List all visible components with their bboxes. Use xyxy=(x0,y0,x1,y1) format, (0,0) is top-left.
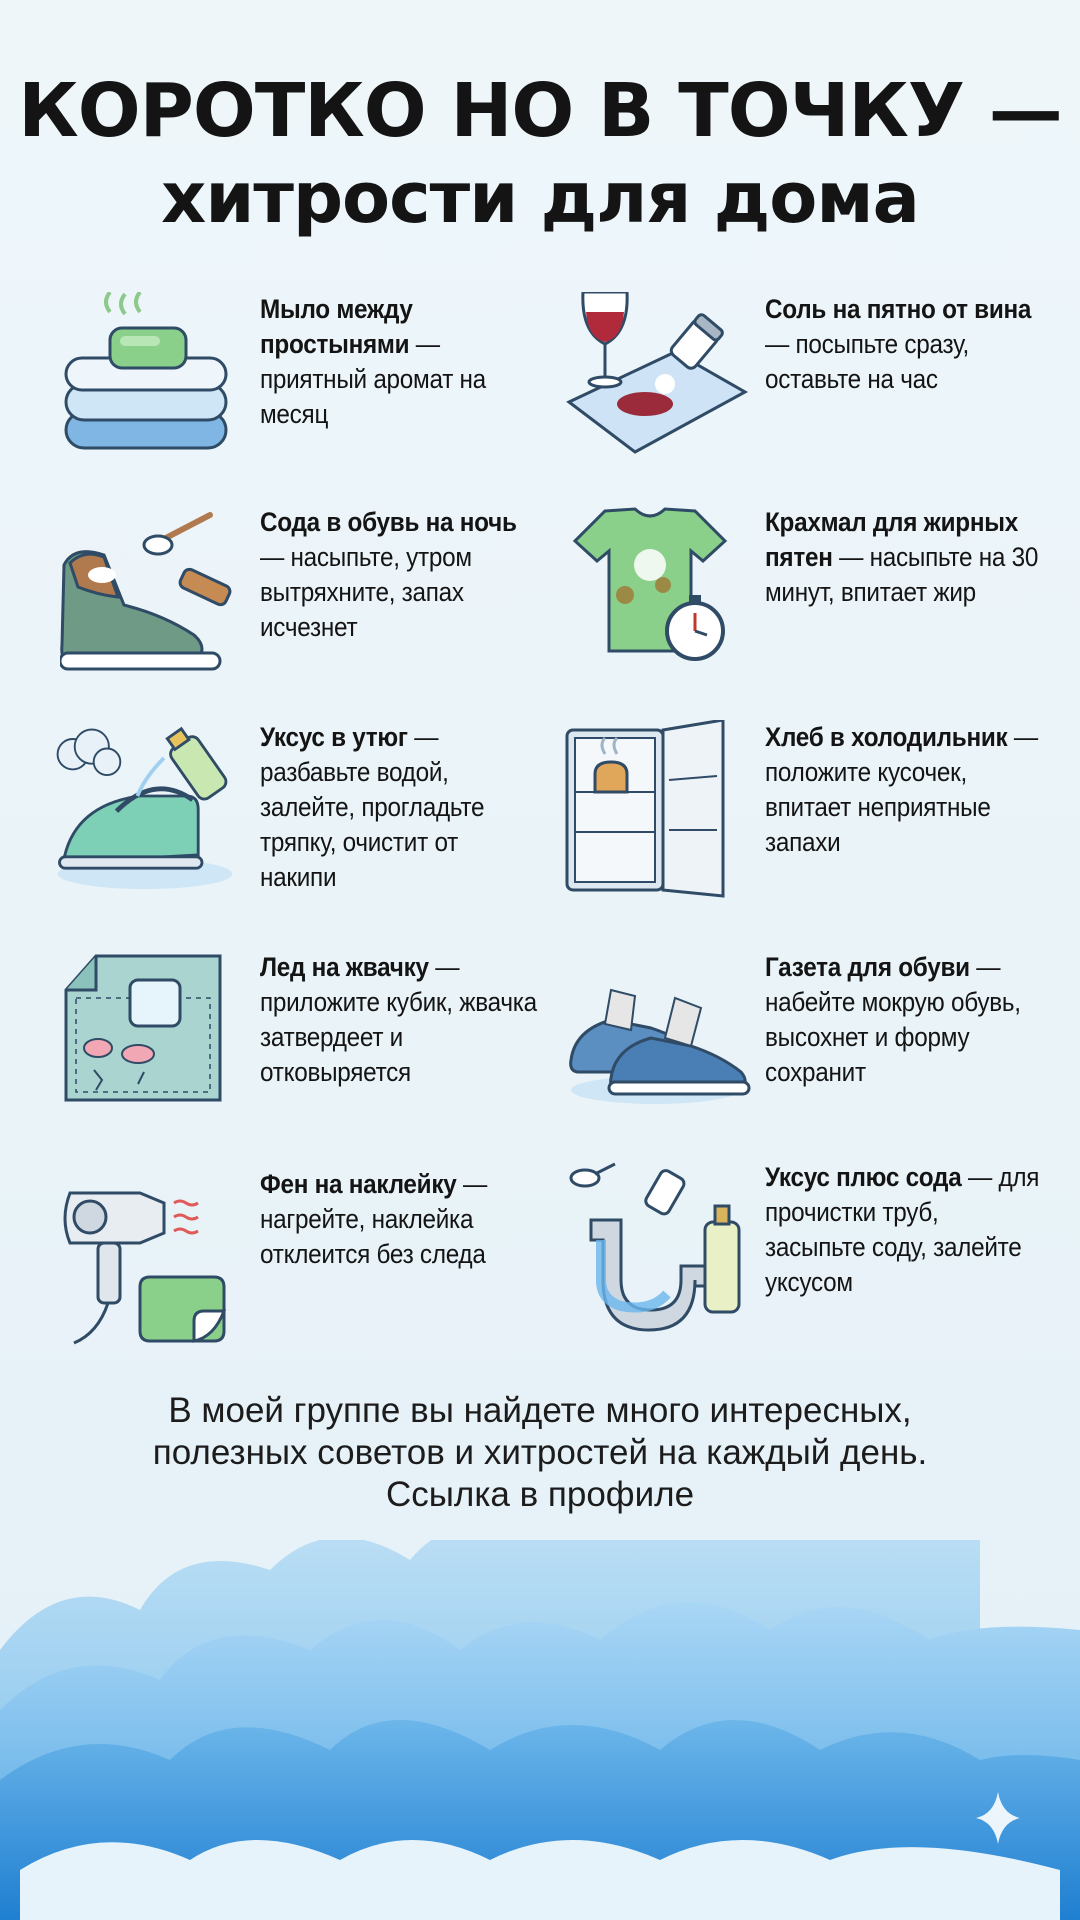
steam-iron-bottle-icon xyxy=(50,720,240,910)
tip-title: Газета для обуви xyxy=(765,952,970,982)
hairdryer-sticker-icon xyxy=(60,1167,250,1357)
tip-description: — для прочистки труб, засыпьте соду, залейте уксусом xyxy=(765,1162,1040,1297)
tip-description: — разбавьте водой, залейте, прогладьте тряпку, очистит от накипи xyxy=(260,722,485,892)
footer-promo xyxy=(90,1390,990,1516)
sneaker-soda-brush-icon xyxy=(60,505,250,695)
tip-title: Лед на жвачку xyxy=(260,952,429,982)
title-line-2: хитрости для дома xyxy=(161,157,919,240)
tip-description: — приложите кубик, жвачка затвердеет и отковыряется xyxy=(260,952,537,1087)
tip-title: Крахмал для жирных пятен xyxy=(765,507,1018,572)
tip-title: Сода в обувь на ночь xyxy=(260,507,517,537)
page-title xyxy=(0,66,1080,242)
soap-on-towels-icon xyxy=(60,292,250,482)
ice-cube-gum-icon xyxy=(60,950,250,1140)
tip-title: Хлеб в холодильник xyxy=(765,722,1008,752)
title-line-1: КОРОТКО НО В ТОЧКУ — xyxy=(18,68,1062,154)
tip-title: Мыло между простынями xyxy=(260,294,413,359)
tip-description: — нагрейте, наклейка отклеится без следа xyxy=(260,1169,487,1269)
fridge-bread-icon xyxy=(565,720,755,910)
wet-sneakers-newspaper-icon xyxy=(565,950,755,1140)
footer-line-3: Ссылка в профиле xyxy=(385,1475,695,1514)
clouds-decoration xyxy=(0,1540,1080,1920)
tip-description: — набейте мокрую обувь, высохнет и форму сохранит xyxy=(765,952,1021,1087)
tip-description: — насыпьте на 30 минут, впитает жир xyxy=(765,542,1039,607)
tip-title: Фен на наклейку xyxy=(260,1169,457,1199)
tip-title: Уксус плюс сода xyxy=(765,1162,962,1192)
tshirt-stopwatch-icon xyxy=(565,505,755,695)
tip-description: — приятный аромат на месяц xyxy=(260,329,486,429)
tip-description: — посыпьте сразу, оставьте на час xyxy=(765,329,970,394)
tip-title: Уксус в утюг xyxy=(260,722,408,752)
tip-description: — положите кусочек, впитает неприятные запахи xyxy=(765,722,1038,857)
footer-line-1: В моей группе вы найдете много интересных, xyxy=(168,1391,912,1430)
tip-description: — насыпьте, утром вытряхните, запах исчезнет xyxy=(260,542,472,642)
footer-line-2: полезных советов и хитростей на каждый день. xyxy=(152,1433,928,1472)
drain-pipe-vinegar-icon xyxy=(565,1160,755,1350)
wine-salt-stain-icon xyxy=(565,292,755,482)
tip-title: Соль на пятно от вина xyxy=(765,294,1032,324)
